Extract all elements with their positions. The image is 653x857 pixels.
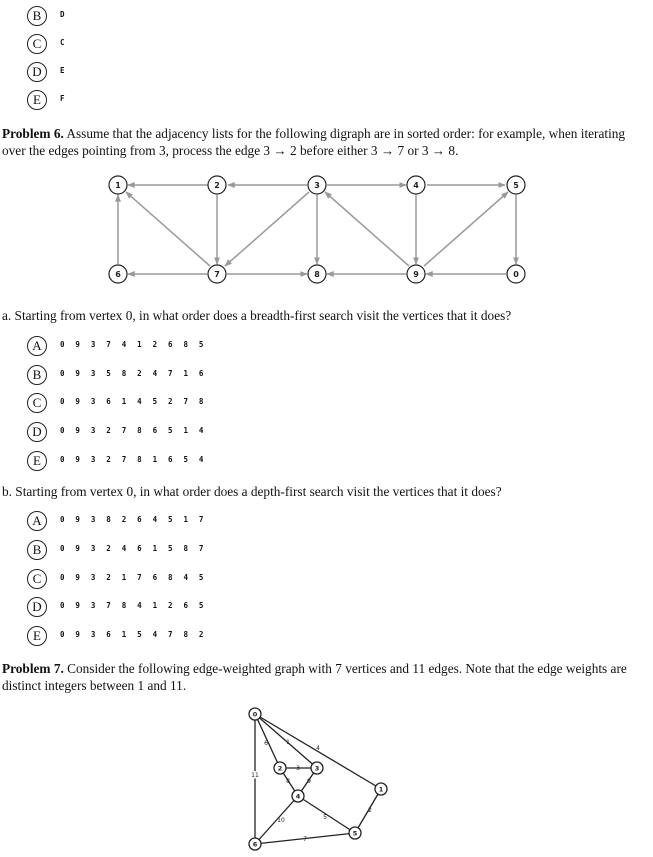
option-text: D xyxy=(60,10,68,19)
option-circle: D xyxy=(27,597,47,617)
option-text: 0 9 3 6 1 4 5 2 7 8 xyxy=(60,397,207,406)
option-circle: B xyxy=(27,540,47,560)
weighted-graph-diagram xyxy=(0,700,653,857)
option-text: 0 9 3 2 7 8 6 5 1 4 xyxy=(60,426,207,435)
option-circle: B xyxy=(27,365,47,385)
edge-7-1 xyxy=(126,192,210,266)
option-text: 0 9 3 7 8 4 1 2 6 5 xyxy=(60,601,207,610)
weight-label: 6 xyxy=(264,740,268,747)
vertex-label-3: 3 xyxy=(314,181,320,190)
option-circle: B xyxy=(27,6,47,26)
option-circle: E xyxy=(27,626,47,646)
weight-label: 4 xyxy=(316,745,320,752)
option-text: E xyxy=(60,66,68,75)
edge-3-7 xyxy=(225,192,309,266)
weight-label: 1 xyxy=(286,739,290,746)
vertex-label-7: 7 xyxy=(214,270,220,279)
option-text: 0 9 3 2 4 6 1 5 8 7 xyxy=(60,544,207,553)
weight-label: 8 xyxy=(286,778,290,785)
problem-7-statement xyxy=(2,660,642,694)
option-text: 0 9 3 2 7 8 1 6 5 4 xyxy=(60,455,207,464)
wvertex-label-5: 5 xyxy=(352,829,358,838)
option-text: C xyxy=(60,38,68,47)
wvertex-label-1: 1 xyxy=(378,785,384,794)
vertex-label-1: 1 xyxy=(115,181,121,190)
wvertex-label-0: 0 xyxy=(252,710,258,719)
option-text: 0 9 3 8 2 6 4 5 1 7 xyxy=(60,515,207,524)
option-text: 0 9 3 6 1 5 4 7 8 2 xyxy=(60,630,207,639)
edge-9-5 xyxy=(424,192,508,266)
weight-label: 3 xyxy=(296,765,300,772)
option-circle: A xyxy=(27,336,47,356)
weight-label: 7 xyxy=(303,836,307,843)
option-text: F xyxy=(60,94,68,103)
problem-7-label: Problem 7. xyxy=(2,661,64,676)
wvertex-label-6: 6 xyxy=(252,840,258,849)
weight-label: 5 xyxy=(323,814,327,821)
problem-6-statement xyxy=(2,125,642,159)
vertex-label-5: 5 xyxy=(513,181,519,190)
option-text: 0 9 3 2 1 7 6 8 4 5 xyxy=(60,573,207,582)
vertex-label-2: 2 xyxy=(214,181,220,190)
weight-label: 9 xyxy=(307,778,311,785)
problem-6-text: Assume that the adjacency lists for the following digraph are in sorted order: for example, when iterating over the edges pointing from 3, process the edge 3 → 2 before either 3 → 7 or 3 → 8. xyxy=(2,126,626,158)
option-circle: A xyxy=(27,511,47,531)
weight-label: 11 xyxy=(251,772,259,779)
wvertex-label-2: 2 xyxy=(277,764,283,773)
option-circle: C xyxy=(27,393,47,413)
option-circle: C xyxy=(27,569,47,589)
option-circle: D xyxy=(27,422,47,442)
problem-7-text: Consider the following edge-weighted graph with 7 vertices and 11 edges. Note that the edge weights are distinct integers between 1 and 11. xyxy=(2,661,627,693)
option-circle: C xyxy=(27,34,47,54)
vertex-label-9: 9 xyxy=(413,270,419,279)
option-circle: D xyxy=(27,62,47,82)
option-circle: E xyxy=(27,451,47,471)
part-a-question: a. Starting from vertex 0, in what order does a breadth-first search visit the vertices that it does? xyxy=(2,308,512,323)
weight-label: 2 xyxy=(368,807,372,814)
wvertex-label-4: 4 xyxy=(295,792,301,801)
option-text: 0 9 3 7 4 1 2 6 8 5 xyxy=(60,340,207,349)
part-b-question: b. Starting from vertex 0, in what order does a depth-first search visit the vertices that it does? xyxy=(2,484,502,499)
edge-9-3 xyxy=(325,192,409,266)
vertex-label-0: 0 xyxy=(513,270,519,279)
weight-label: 10 xyxy=(277,817,285,824)
digraph-diagram xyxy=(0,170,653,310)
vertex-label-6: 6 xyxy=(115,270,121,279)
option-text: 0 9 3 5 8 2 4 7 1 6 xyxy=(60,369,207,378)
problem-6-label: Problem 6. xyxy=(2,126,64,141)
vertex-label-8: 8 xyxy=(314,270,320,279)
option-circle: E xyxy=(27,90,47,110)
wvertex-label-3: 3 xyxy=(314,764,320,773)
vertex-label-4: 4 xyxy=(413,181,419,190)
